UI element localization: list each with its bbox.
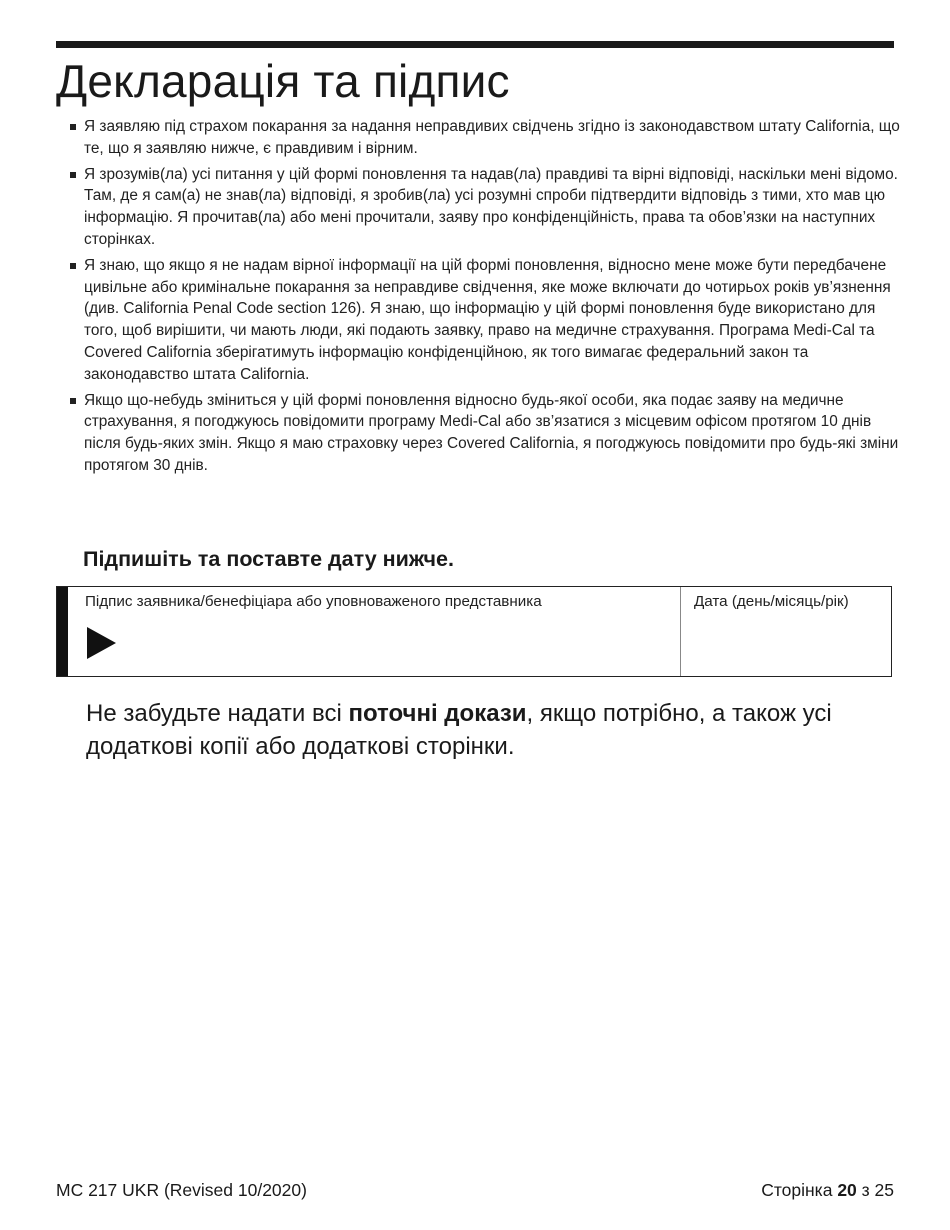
- signature-box: [56, 586, 892, 677]
- declaration-text: Я зрозумів(ла) усі питання у цій формі поновлення та надав(ла) правдиві та вірні відповіді, наскільки мені відомо. Там, де я сам(а) не знав(ла) відповіді, я зробив(ла) усі розумні спроби підтвердити відповідь з тими, хто мав цю інформацію. Я прочитав(ла) або мені прочитали, заяву про конфіденційність, права та обов’язки на наступних сторінках.: [84, 165, 898, 248]
- bullet-icon: [70, 124, 76, 130]
- form-id: MC 217 UKR (Revised 10/2020): [56, 1180, 307, 1200]
- date-field-label: Дата (день/місяць/рік): [694, 593, 849, 610]
- signature-heading: Підпишіть та поставте дату нижче.: [83, 547, 454, 571]
- bullet-icon: [70, 398, 76, 404]
- page-number-prefix: Сторінка: [761, 1180, 838, 1200]
- top-rule: [56, 41, 894, 48]
- declaration-text: Я заявляю під страхом покарання за надання неправдивих свідчень згідно із законодавством штату California, що те, що я заявляю нижче, є правдивим і вірним.: [84, 118, 900, 157]
- page-number-separator: з: [856, 1180, 875, 1200]
- page-title: Декларація та підпис: [56, 55, 510, 107]
- signature-box-accent: [57, 587, 68, 676]
- declaration-list: [70, 116, 900, 481]
- list-item: [70, 390, 900, 477]
- evidence-reminder: [86, 697, 886, 763]
- declaration-text: Я знаю, що якщо я не надам вірної інформації на цій формі поновлення, відносно мене може бути передбачене цивільне або кримінальне покарання за неправдиве свідчення, яке може включати до чотирьох років ув’язнення (див. California Penal Code section 126). Я знаю, що інформацію у цій формі поновлення буде використано для того, щоб вирішити, чи мають люди, які подають заявку, право на медичне страхування. Програма Medi-Cal та Covered California зберігатимуть інформацію конфіденційною, як того вимагає федеральний закон та законодавство штата California.: [84, 256, 891, 383]
- bullet-icon: [70, 172, 76, 178]
- sign-here-arrow-icon: [87, 627, 116, 659]
- reminder-text-start: Не забудьте надати всі: [86, 700, 349, 727]
- signature-box-divider: [680, 587, 681, 676]
- page-number: [761, 1179, 894, 1201]
- list-item: [70, 164, 900, 251]
- reminder-text-bold: поточні докази: [348, 700, 527, 727]
- list-item: [70, 116, 900, 160]
- reminder-text-end: , якщо потрібно, а також усі додаткові копії або додаткові сторінки.: [86, 700, 832, 760]
- page-number-current: 20: [837, 1180, 857, 1200]
- list-item: [70, 255, 900, 386]
- signer-field-label: Підпис заявника/бенефіціара або уповноваженого представника: [85, 593, 542, 610]
- declaration-text: Якщо що-небудь зміниться у цій формі поновлення відносно будь-якої особи, яка подає заяву на медичне страхування, я погоджуюсь повідомити програму Medi-Cal або зв’язатися з місцевим офісом протягом 10 днів після будь-яких змін. Якщо я маю страховку через Covered California, я погоджуюсь повідомити про будь-які зміни протягом 30 днів.: [84, 391, 899, 474]
- page-number-total: 25: [874, 1180, 894, 1200]
- bullet-icon: [70, 263, 76, 269]
